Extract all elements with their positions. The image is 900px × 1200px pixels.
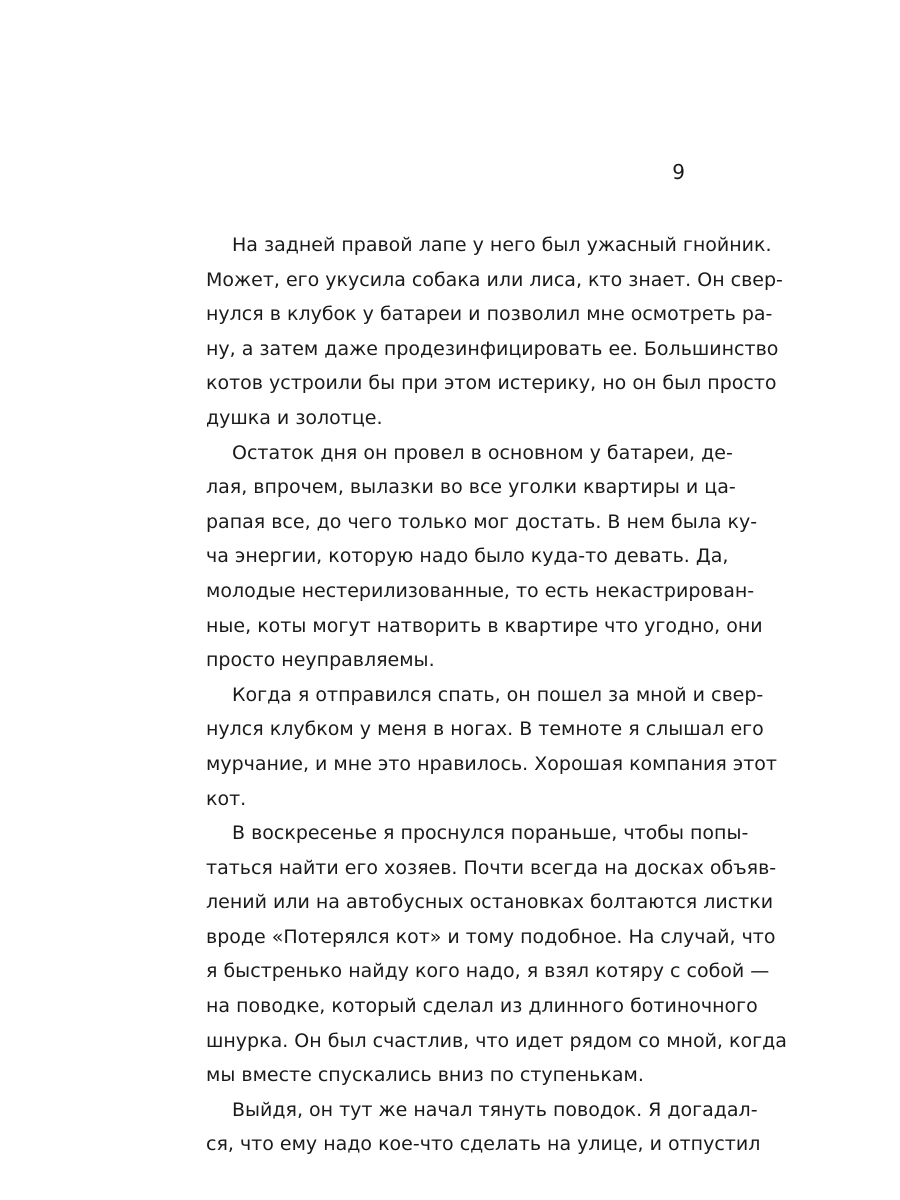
- text-line: ча энергии, которую надо было куда-то девать. Да,: [206, 545, 729, 568]
- text-line: кот.: [206, 787, 247, 810]
- text-line: Когда я отправился спать, он пошел за мной и свер-: [232, 683, 764, 706]
- text-line: вроде «Потерялся кот» и тому подобное. На случай, что: [206, 925, 776, 948]
- text-line: нулся клубком у меня в ногах. В темноте я слышал его: [206, 718, 764, 741]
- text-line: Остаток дня он провел в основном у батареи, де-: [232, 441, 733, 464]
- text-line: В воскресенье я проснулся пораньше, чтобы попы-: [232, 822, 749, 845]
- text-line: просто неуправляемы.: [206, 649, 435, 672]
- text-line: лая, впрочем, вылазки во все уголки квартиры и ца-: [206, 476, 736, 499]
- paragraph: [206, 436, 763, 678]
- text-line: молодые нестерилизованные, то есть некастрирован-: [206, 579, 755, 602]
- text-body: [206, 228, 787, 1162]
- text-line: ну, а затем даже продезинфицировать ее. Большинство: [206, 337, 779, 360]
- text-line: мурчание, и мне это нравилось. Хорошая компания этот: [206, 752, 777, 775]
- text-line: На задней правой лапе у него был ужасный гнойник.: [232, 234, 772, 256]
- paragraph: [206, 816, 787, 1093]
- text-line: лений или на автобусных остановках болтаются листки: [206, 891, 774, 914]
- paragraph: [206, 678, 777, 816]
- text-line: Выйдя, он тут же начал тянуть поводок. Я догадал-: [232, 1098, 758, 1121]
- text-line: таться найти его хозяев. Почти всегда на досках объяв-: [206, 856, 777, 879]
- paragraph: [206, 228, 783, 436]
- text-line: ся, что ему надо кое-что сделать на улице, и отпустил: [206, 1133, 761, 1156]
- text-line: Может, его укусила собака или лиса, кто знает. Он свер-: [206, 268, 783, 291]
- text-line: я быстренько найду кого надо, я взял котяру с собой —: [206, 960, 770, 983]
- paragraph: [206, 1093, 761, 1162]
- text-line: шнурка. Он был счастлив, что идет рядом со мной, когда: [206, 1029, 787, 1052]
- text-line: котов устроили бы при этом истерику, но он был просто: [206, 372, 777, 395]
- text-line: нулся в клубок у батареи и позволил мне осмотреть ра-: [206, 303, 773, 326]
- text-line: мы вместе спускались вниз по ступенькам.: [206, 1064, 644, 1087]
- text-line: ные, коты могут натворить в квартире что угодно, они: [206, 614, 763, 637]
- page-number: 9: [672, 160, 685, 184]
- text-line: рапая все, до чего только мог достать. В нем была ку-: [206, 510, 758, 533]
- text-line: душка и золотце.: [206, 406, 383, 429]
- text-line: на поводке, который сделал из длинного ботиночного: [206, 995, 758, 1018]
